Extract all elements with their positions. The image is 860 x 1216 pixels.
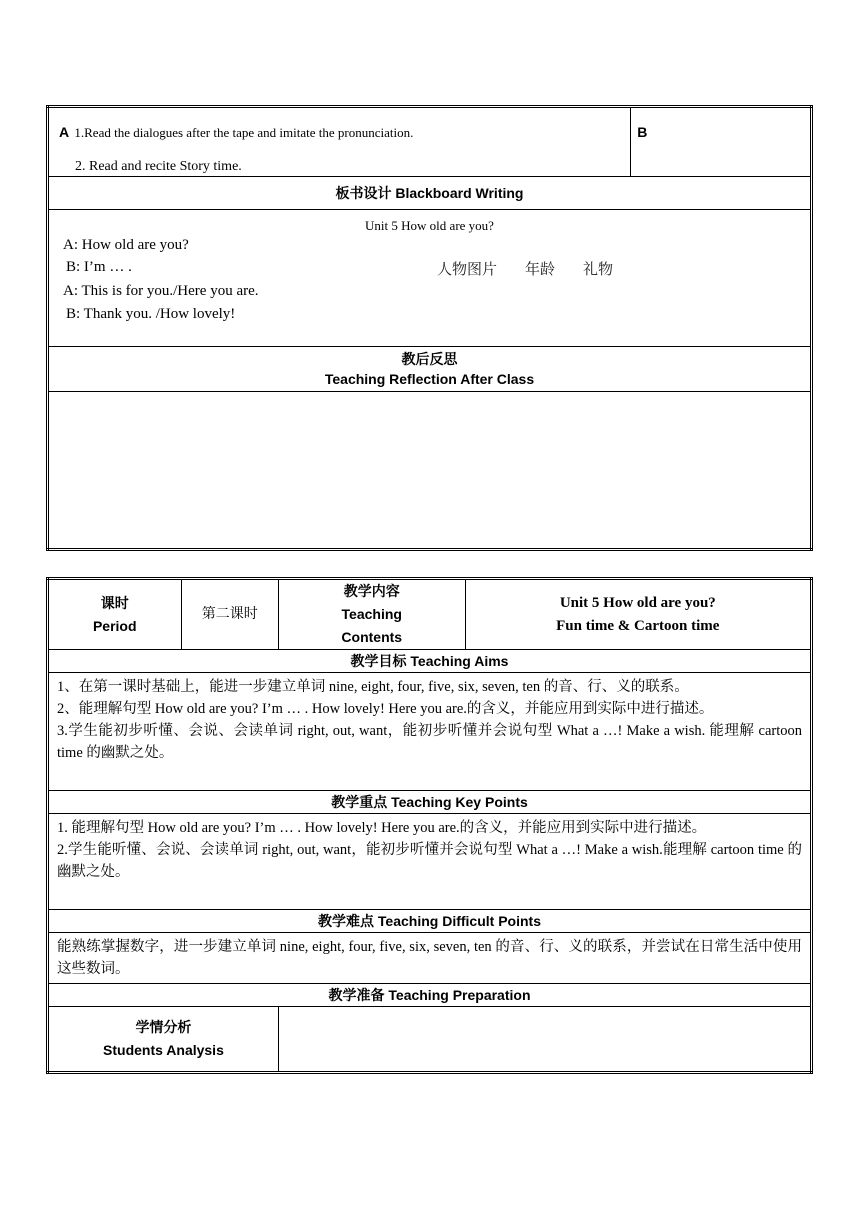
period-value: 第二课时 xyxy=(181,579,278,650)
lesson-plan-table-bottom xyxy=(46,577,813,1074)
cell-a xyxy=(48,107,631,177)
contents-value-line1: Unit 5 How old are you? xyxy=(559,594,716,611)
aim-item: 3.学生能初步听懂、会说、会读单词 right, out, want，能初步听懂并会说句型 What a …! Make a wish. 能理解 cartoon time 的幽默之处。 xyxy=(57,723,802,761)
key-point-item: 2.学生能听懂、会说、会读单词 right, out, want，能初步听懂并会说句型 What a …! Make a wish.能理解 cartoon time 的幽默之处。 xyxy=(57,842,802,880)
lesson-plan-table-top xyxy=(46,105,813,551)
blackboard-content xyxy=(48,210,812,347)
contents-value-line2: Fun time & Cartoon time xyxy=(556,617,720,634)
reflection-body xyxy=(48,392,812,550)
blackboard-picture-labels xyxy=(437,258,641,279)
blackboard-line: A: How old are you? xyxy=(63,237,189,253)
contents-label xyxy=(278,579,465,650)
period-label-cn: 课时 xyxy=(100,594,129,611)
aim-item: 1、在第一课时基础上，能进一步建立单词 nine, eight, four, five, six, seven, ten 的音、行、义的联系。 xyxy=(57,679,689,695)
cell-a-line1: A 1.Read the dialogues after the tape and imitate the pronunciation. xyxy=(59,124,414,140)
cell-a-label: A xyxy=(59,124,70,140)
blackboard-line: B: Thank you. /How lovely! xyxy=(66,306,236,322)
blackboard-heading: 板书设计 Blackboard Writing xyxy=(48,177,812,210)
contents-label-en1: Teaching xyxy=(341,606,402,622)
difficult-points-content xyxy=(48,933,812,984)
cell-b-label: B xyxy=(637,124,648,140)
picture-label-gift: 礼物 xyxy=(583,260,614,278)
aims-content xyxy=(48,673,812,791)
picture-label-age: 年龄 xyxy=(525,260,556,278)
preparation-heading: 教学准备 Teaching Preparation xyxy=(48,984,812,1007)
students-analysis-cn: 学情分析 xyxy=(135,1019,192,1035)
blackboard-unit-title: Unit 5 How old are you? xyxy=(365,218,494,233)
blackboard-line: A: This is for you./Here you are. xyxy=(63,283,259,299)
blackboard-line: B: I’m … . xyxy=(66,259,132,275)
students-analysis-value xyxy=(278,1007,811,1073)
students-analysis-en: Students Analysis xyxy=(103,1042,224,1058)
difficult-point-item: 能熟练掌握数字，进一步建立单词 nine, eight, four, five, six, seven, ten 的音、行、义的联系，并尝试在日常生活中使用这些数词。 xyxy=(57,939,802,977)
students-analysis-label xyxy=(48,1007,279,1073)
aims-heading: 教学目标 Teaching Aims xyxy=(48,650,812,673)
reflection-heading xyxy=(48,347,812,392)
contents-label-cn: 教学内容 xyxy=(343,583,400,599)
cell-a-line2: 2. Read and recite Story time. xyxy=(75,159,242,174)
reflection-heading-en: Teaching Reflection After Class xyxy=(324,371,535,387)
key-points-content xyxy=(48,814,812,910)
key-points-heading: 教学重点 Teaching Key Points xyxy=(48,791,812,814)
period-label-en: Period xyxy=(92,617,137,634)
period-label xyxy=(48,579,182,650)
picture-label-person: 人物图片 xyxy=(437,260,498,278)
key-point-item: 1. 能理解句型 How old are you? I’m … . How lovely! Here you are.的含义，并能应用到实际中进行描述。 xyxy=(57,820,707,836)
reflection-heading-cn: 教后反思 xyxy=(401,351,458,367)
aim-item: 2、能理解句型 How old are you? I’m … . How lovely! Here you are.的含义，并能应用到实际中进行描述。 xyxy=(57,701,714,717)
contents-value xyxy=(465,579,811,650)
difficult-points-heading: 教学难点 Teaching Difficult Points xyxy=(48,910,812,933)
cell-b xyxy=(631,107,812,177)
contents-label-en2: Contents xyxy=(341,629,403,645)
